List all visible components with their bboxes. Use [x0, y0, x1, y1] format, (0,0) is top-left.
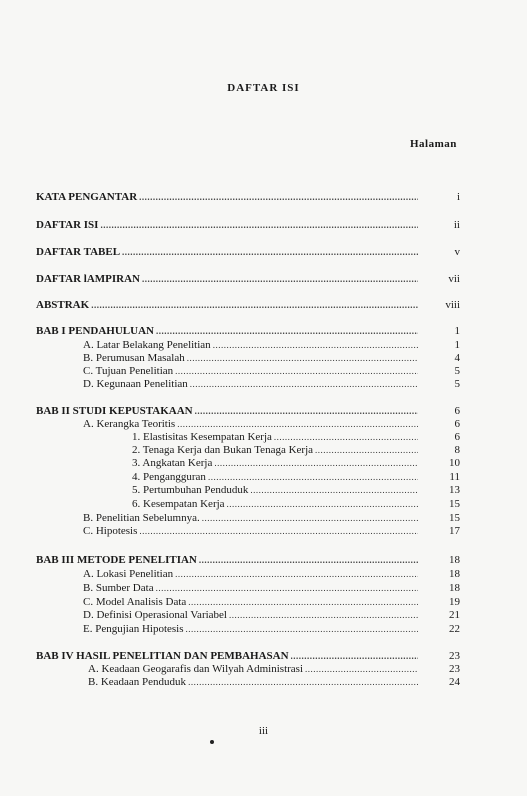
- toc-page-number: i: [456, 191, 460, 203]
- toc-page-number: 19: [449, 596, 460, 608]
- toc-chapter-bab-3[interactable]: BAB III METODE PENELITIAN .....: [36, 554, 420, 567]
- toc-page-number: 15: [449, 498, 460, 510]
- toc-page-number: 21: [449, 609, 460, 621]
- toc-page-number: vii: [448, 273, 460, 285]
- toc-page-number: 15: [449, 512, 460, 524]
- toc-page-number: viii: [445, 299, 460, 311]
- toc-entry-daftar-isi[interactable]: DAFTAR ISI .....: [36, 219, 420, 232]
- toc-page-number: 18: [449, 582, 460, 594]
- toc-section[interactable]: A. Keadaan Geogarafis dan Wilyah Administrasi .....: [88, 663, 420, 676]
- toc-section[interactable]: C. Model Analisis Data .....: [83, 596, 420, 609]
- page-title: DAFTAR ISI: [227, 82, 300, 94]
- toc-section[interactable]: B. Keadaan Penduduk .....: [88, 676, 420, 689]
- toc-page-number: v: [454, 246, 460, 258]
- toc-page-number: 6: [454, 405, 460, 417]
- toc-page-number: 13: [449, 484, 460, 496]
- toc-section[interactable]: C. Tujuan Penelitian .....: [83, 365, 420, 378]
- toc-section[interactable]: A. Kerangka Teoritis .....: [83, 418, 420, 431]
- toc-page-number: 18: [449, 568, 460, 580]
- toc-page-number: 23: [449, 650, 460, 662]
- toc-chapter-bab-2[interactable]: BAB II STUDI KEPUSTAKAAN .....: [36, 405, 420, 418]
- toc-entry-daftar-lampiran[interactable]: DAFTAR lAMPIRAN .....: [36, 273, 420, 286]
- toc-page-number: 11: [449, 471, 460, 483]
- toc-page-number: 6: [454, 431, 460, 443]
- toc-chapter-bab-1[interactable]: BAB I PENDAHULUAN .....: [36, 325, 420, 338]
- toc-entry-daftar-tabel[interactable]: DAFTAR TABEL .....: [36, 246, 420, 259]
- page-column-header: Halaman: [410, 138, 457, 150]
- toc-page-number: 18: [449, 554, 460, 566]
- toc-subsection[interactable]: 6. Kesempatan Kerja .....: [132, 498, 420, 511]
- scan-speck: [210, 740, 214, 744]
- toc-page-number: 8: [454, 444, 460, 456]
- toc-page-number: ii: [453, 219, 460, 231]
- toc-section[interactable]: E. Pengujian Hipotesis .....: [83, 623, 420, 636]
- toc-page-number: 10: [449, 457, 460, 469]
- toc-subsection[interactable]: 1. Elastisitas Kesempatan Kerja .....: [132, 431, 420, 444]
- toc-entry-abstrak[interactable]: ABSTRAK .....: [36, 299, 420, 312]
- page-footer-number: iii: [258, 725, 269, 737]
- toc-page-number: 24: [449, 676, 460, 688]
- toc-subsection[interactable]: 2. Tenaga Kerja dan Bukan Tenaga Kerja .....: [132, 444, 420, 457]
- toc-page-number: 4: [454, 352, 460, 364]
- toc-page-number: 5: [454, 365, 460, 377]
- toc-page-number: 17: [449, 525, 460, 537]
- toc-section[interactable]: A. Lokasi Penelitian .....: [83, 568, 420, 581]
- toc-page-number: 23: [449, 663, 460, 675]
- toc-section[interactable]: D. Definisi Operasional Variabel .....: [83, 609, 420, 622]
- toc-section[interactable]: A. Latar Belakang Penelitian .....: [83, 339, 420, 352]
- toc-subsection[interactable]: 5. Pertumbuhan Penduduk .....: [132, 484, 420, 497]
- toc-subsection[interactable]: 4. Pengangguran .....: [132, 471, 420, 484]
- toc-chapter-bab-4[interactable]: BAB IV HASIL PENELITIAN DAN PEMBAHASAN .....: [36, 650, 420, 663]
- toc-section[interactable]: C. Hipotesis .....: [83, 525, 420, 538]
- toc-section[interactable]: B. Perumusan Masalah .....: [83, 352, 420, 365]
- toc-page-number: 1: [454, 325, 460, 337]
- toc-section[interactable]: B. Penelitian Sebelumnya. .....: [83, 512, 420, 525]
- toc-page-number: 22: [449, 623, 460, 635]
- toc-page-number: 5: [454, 378, 460, 390]
- toc-page-number: 1: [454, 339, 460, 351]
- toc-subsection[interactable]: 3. Angkatan Kerja .....: [132, 457, 420, 470]
- toc-page-number: 6: [454, 418, 460, 430]
- toc-entry-kata-pengantar[interactable]: KATA PENGANTAR .....: [36, 191, 420, 204]
- toc-section[interactable]: B. Sumber Data .....: [83, 582, 420, 595]
- toc-section[interactable]: D. Kegunaan Penelitian .....: [83, 378, 420, 391]
